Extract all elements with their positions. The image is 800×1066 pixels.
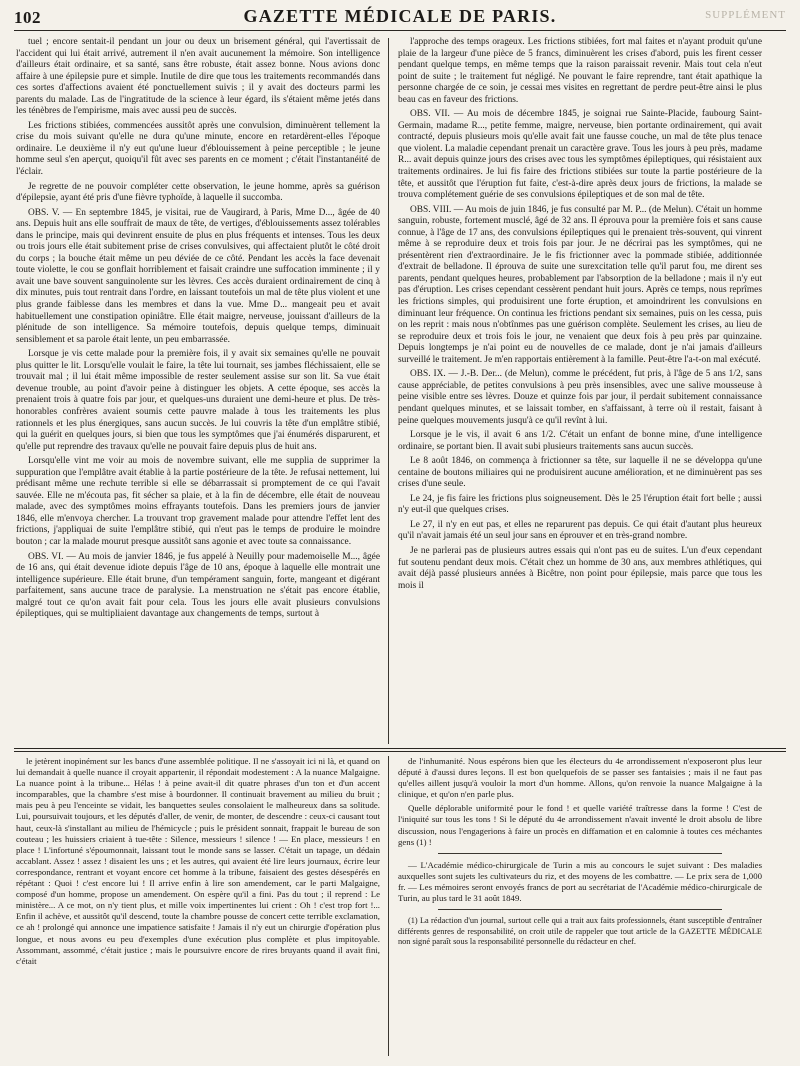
observation-paragraph: OBS. IX. — J.-B. Der... (de Melun), comme le précédent, fut pris, à l'âge de 5 ans 1/2, sans cause appréciable, de petites convulsions à peu près insensibles, avec une salive mousseuse à peine visible entre ses lèvres. Douze et quinze fois par jour, il perdait subitement connaissance pendant quelques minutes, et se laissait tomber, en s'affaissant, à terre où il restait, faisant à peine quelques mouvements jusqu'à ce qu'il revînt à lui. [398, 369, 762, 426]
paragraph: Les frictions stibiées, commencées aussitôt après une convulsion, diminuèrent tellement la crise du mois suivant qu'elle ne dura qu'une minute, encore en retardèrent-elles l'époque ordinaire. Le deuxième il n'y eut qu'une lueur d'éblouissement à peine perceptible ; le jeune homme seul s'en aperçut, quoiqu'il fût avec ses parents en ce moment ; c'était l'instantanéité de l'éclair. [16, 120, 380, 178]
main-column-left [16, 37, 380, 744]
paragraph: l'approche des temps orageux. Les frictions stibiées, fort mal faites et n'ayant produit qu'une plaie de la largeur d'une pièce de 5 francs, diminuèrent les crises d'abord, puis les firent cesser pendant quelque temps, en même temps que la raison paraissait revenir. Mais tout cela n'eut point de suite ; le traitement fut négligé. Ne pouvant le faire reprendre, tant était apathique la personne chargée de ce soin, je cessai mes visites en regrettant de perdre peut-être ainsi le plus beau cas en faveur des frictions. [398, 37, 762, 105]
section-separator [438, 909, 722, 910]
feuilleton-column-right [398, 756, 762, 1056]
paragraph: Je regrette de ne pouvoir compléter cette observation, le jeune homme, après sa guérison d'épilepsie, ayant été pris d'une fièvre typhoïde, à laquelle il succomba. [16, 181, 380, 204]
feuilleton-rule [14, 748, 786, 752]
feuilleton-paragraph: Quelle déplorable uniformité pour le fond ! et quelle variété traîtresse dans la forme ! C'est de l'iniquité sur tous les tons ! Si le député du 4e arrondissement n'avait inventé le droit absolu de libre discussion, nous l'engagerions à faire un procès en diffamation et en calomnie à toutes ces méchantes gens (1) ! [398, 803, 762, 847]
paragraph: Je ne parlerai pas de plusieurs autres essais qui n'ont pas eu de suites. L'un d'eux cependant fut soutenu pendant deux mois. C'était chez un homme de 30 ans, aux membres athlétiques, qui avait déjà passé plusieurs années à Bicêtre, non point pour épilepsie, mais parce que tous les mois il [398, 545, 762, 591]
paragraph: Lorsque je vis cette malade pour la première fois, il y avait six semaines qu'elle ne pouvait plus quitter le lit. Lorsqu'elle voulait le faire, la tête lui tournait, ses jambes fléchissaient, elle se trouvait mal ; il lui était même impossible de rester seulement assise sur son lit. Sa vue était devenue trouble, au point d'avoir peine à distinguer les objets. A cette époque, ses accès la prenaient trois à quatre fois par jour, et quelques-uns duraient une demi-heure et plus. De très-honorables confrères avaient soumis cette pauvre malade à tous les traitements les plus rationnels et les plus énergiques, sans aucun succès. Je lui couvris la tête d'un emplâtre stibié, qui la guérit en quelques jours, si bien que tous les symptômes que j'ai énumérés disparurent, et qu'elle put reprendre des travaux qu'elle ne pouvait faire depuis plus de huit ans. [16, 349, 380, 452]
feuilleton-paragraph: le jetèrent inopinément sur les bancs d'une assemblée politique. Il ne s'assoyait ici ni là, et quand on lui demandait à quelle nuance il croyait appartenir, il répondait modestement : A la nuance Malgaigne. La nuance point à la tribune... Hélas ! à peine avait-il dit quatre phrases d'un ton et d'un accent incomparables, que la chambre s'est mise à bourdonner. Il continuait bravement au milieu du bruit ; mais peu à peu l'enceinte se vidait, les banquettes seules consolaient le malheureux dans sa solitude. Lui, poursuivait toujours, et les députés d'aller, de venir, de monter, de descendre : ceux-ci causant tout haut, ceux-là s'installant au milieu de l'hémicycle ; puis le président sonnait, frappait le bureau de son couteau ; les huissiers criaient à tue-tête : Silence, messieurs ! silence ! — En place, messieurs ! en place ! L'infortuné s'époumonnait, laissant tout le monde sans se lasser. C'était un tapage, un dédain accablant. Assez ! assez ! disaient les uns ; et les autres, qui avaient été lire leurs journaux, écrire leur correspondance, rentrant et voyant encore cet homme à la tribune, faisaient des gestes désespérés en répétant : Quoi ! c'est encore lui ! Il arrive enfin à lire son amendement, car le parti Malgaigne, composé d'un homme, propose un amendement. On espère qu'il a fini. Pas du tout ; il reprend : Le ministère... A ce mot, on n'y tient plus, et mille voix impertinentes lui crient : Oh ! c'est trop fort !... Enfin il achève, et aussitôt qu'il descend, toute la chambre pousse de concert cette terrible exclamation, ce ah ! prolongé qui annonce une impatience satisfaite ! Jamais il n'y eut un chirurgie d'opération plus longue, et nous avons eu peu d'exemples d'une exécution plus complète et plus impitoyable. Assommant, assommé, c'était justice ; mais le poursuivre encore de rires bruyants quand il avait fini, c'était [16, 756, 380, 966]
observation-paragraph: OBS. VI. — Au mois de janvier 1846, je fus appelé à Neuilly pour mademoiselle M..., âgée de 16 ans, qui était devenue idiote depuis l'âge de 10 ans, époque à laquelle elle montrait une intelligence supérieure. Elle était brune, d'un tempérament sanguin, forte, mangeant et digérant parfaitement, sans aucune trace de paralysie. La menstruation ne s'était pas encore établie, malgré tout ce qu'on avait fait pour cela. Tous les jours elle avait plusieurs convulsions épileptiques, qui se multipliaient davantage aux changements de temps, surtout à [16, 551, 380, 620]
journal-title: GAZETTE MÉDICALE DE PARIS. [243, 6, 557, 26]
feuilleton-paragraph: de l'inhumanité. Nous espérons bien que les électeurs du 4e arrondissement n'exposeront plus leur député à d'aussi dures leçons. Il est bon quelquefois de se passer ses fantaisies ; mais il ne faut pas qu'elles aillent jusqu'à vouloir la mort d'un homme. Allons, qu'on renvoie la nuance Malgaigne à la clinique, et qu'on n'en parle plus. [398, 756, 762, 800]
paragraph: Lorsqu'elle vint me voir au mois de novembre suivant, elle me supplia de supprimer la suppuration que l'emplâtre avait établie à la partie postérieure de la tête. Je refusai nettement, lui prédisant même une rechute terrible si elle se débarrassait si promptement de ce qui l'avait sauvée. Elle ne m'écouta pas, fit sécher sa plaie, et à la fin de décembre, elle était de nouveau malade, avec des symptômes moins effrayants toutefois. Dans les premiers jours de janvier 1846, elle m'envoya chercher. La trouvant trop gravement malade pour attendre l'effet lent des frictions, j'appliquai de suite l'emplâtre stibié, qui n'eut pas le temps de produire le moindre bouton ; car la malade mourut presque aussitôt sans agonie et avec toute sa connaissance. [16, 456, 380, 547]
observation-paragraph: OBS. V. — En septembre 1845, je visitai, rue de Vaugirard, à Paris, Mme D..., âgée de 40 ans. Depuis huit ans elle souffrait de maux de tête, de vertiges, d'éblouissements assez tolérables dans le principe, mais qui devinrent ensuite de plus en plus fréquents et intenses. Tous les deux ou trois jours elle était subitement prise de crises convulsives, qui affectaient plutôt le côté droit du corps ; la bouche était même un peu déviée de ce côté. Pendant les accès la face devenait toute violette, le cou se gonflait horriblement et faisait craindre une suffocation imminente ; il y avait une bave souvent sanguinolente sur les lèvres. Ces accès duraient ordinairement de cinq à dix minutes, puis tout rentrait dans l'ordre, en laissant toutefois un mal de tête plus violent et une plus grande faiblesse dans les membres et dans la vue. Mme D... mangeait peu et avait habituellement une constipation opiniâtre. Elle était maigre, nerveuse, jouissant d'ailleurs de la plénitude de son intelligence. Sa mémoire toutefois, depuis quelque temps, diminuait sensiblement et sa parole était lente, un peu embarrassée. [16, 207, 380, 345]
column-divider [388, 756, 389, 1056]
observation-paragraph: OBS. VII. — Au mois de décembre 1845, je soignai rue Sainte-Placide, faubourg Saint-Germain, madame R..., petite femme, maigre, nerveuse, bien portante ordinairement, qui avait contracté, depuis plusieurs mois qu'elle avait fait une fausse couche, un mal de tête plus tenace que violent. La maladie cependant prenait un caractère grave. Tous les jours à peu près, madame R... avait depuis quinze jours des crises avec tous les symptômes épileptiques, qui résistaient aux traitements ordinaires. Je lui fis faire des frictions stibiées sur toute la partie postérieure de la tête, et aussitôt que l'éruption fut faite, c'est-à-dire après deux jours de frictions, la malade se trouva complétement guérie de ses convulsions épileptiques et de son mal de tête. [398, 109, 762, 201]
feuilleton-column-left [16, 756, 380, 1056]
paragraph: Le 24, je fis faire les frictions plus soigneusement. Dès le 25 l'éruption était fort belle ; aussi n'y eut-il que quelques crises. [398, 493, 762, 516]
page-number: 102 [14, 8, 41, 27]
paragraph: Lorsque je le vis, il avait 6 ans 1/2. C'était un enfant de bonne mine, d'une intelligence ordinaire, se portant bien. Il avait subi plusieurs traitements sans aucun succès. [398, 430, 762, 452]
paragraph: Le 27, il n'y en eut pas, et elles ne reparurent pas depuis. Ce qui était d'autant plus heureux qu'il n'avait jamais été un seul jour sans en éprouver et en très-grand nombre. [398, 519, 762, 542]
page-header [14, 0, 786, 31]
footnote: (1) La rédaction d'un journal, surtout celle qui a trait aux faits professionnels, étant susceptible d'entraîner différents genres de responsabilité, on croit utile de rappeler que tout article de la GAZETTE MÉDICALE non signé paraît sous la responsabilité personnelle du rédacteur en chef. [398, 916, 762, 946]
announcement-paragraph: — L'Académie médico-chirurgicale de Turin a mis au concours le sujet suivant : Des maladies auxquelles sont sujets les cultivateurs du riz, et des moyens de les combattre. — Le prix sera de 1,000 fr. — Les mémoires seront envoyés francs de port au secrétariat de l'Académie médico-chirurgicale de Turin, au plus tard le 31 août 1849. [398, 859, 762, 904]
column-divider [388, 38, 389, 744]
paragraph: Le 8 août 1846, on commença à frictionner sa tête, sur laquelle il ne se développa qu'une centaine de boutons miliaires qui ne produisirent aucune amélioration, et ne diminuèrent pas ses crises d'une seule. [398, 456, 762, 490]
section-separator [438, 853, 722, 854]
bleed-through-text: SUPPLÉMENT [705, 9, 786, 21]
observation-paragraph: OBS. VIII. — Au mois de juin 1846, je fus consulté par M. P... (de Melun). C'était un homme sanguin, robuste, fortement musclé, âgé de 32 ans. Il éprouva pour la première fois et sans cause connue, à l'âge de 17 ans, des convulsions épileptiques qui le prenaient très-souvent, qui vinrent même à se reproduire deux et trois fois par jour. Je ne décrirai pas les symptômes, qui ne présentèrent rien d'extraordinaire. Je le fis frictionner avec la pommade stibiée, additionnée d'extrait de belladone. Il éprouva de suite une surexcitation telle qu'il parut fou, me dirent ses parents, pendant quelques heures, probablement par l'absorption de la belladone ; mais il n'y eut pas d'éruption. Les crises cependant cessèrent pendant huit jours. Après ce temps, nous reprîmes les frictions simples, qui produisirent une forte éruption, et amoindrirent les convulsions en diminuant leur fréquence. On continua les frictions pendant six semaines, puis on les cessa, puis on les reprit : mais nous n'obtînmes pas une guérison complète. Seulement les crises, au lieu de se reproduire deux et trois fois le jour, ne venaient que deux fois à peu près par quinzaine. Depuis longtemps je n'ai point eu de nouvelles de ce malade, dont je n'ai jamais d'ailleurs surveillé le traitement. Je m'en rapportais entièrement à la famille. Peut-être l'a-t-on mal exécuté. [398, 204, 762, 365]
main-column-right [398, 37, 762, 744]
paragraph: tuel ; encore sentait-il pendant un jour ou deux un brisement général, qui l'avertissait de l'accident qui lui était arrivé, autrement il n'en avait aucunement la mémoire. Son intelligence d'ailleurs était ordinaire, et sa santé, sans être robuste, était assez bonne. Nous avions donc affaire à une épilepsie pure et simple. Inutile de dire que tous les traitements recommandés dans ces sortes d'affections avaient été ponctuellement suivis ; il y avait des docteurs parmi les parents du malade. Las de l'ingratitude de la science à leur égard, ils s'étaient même jetés dans les ténèbres de l'empirisme, mais avec aussi peu de succès. [16, 37, 380, 117]
